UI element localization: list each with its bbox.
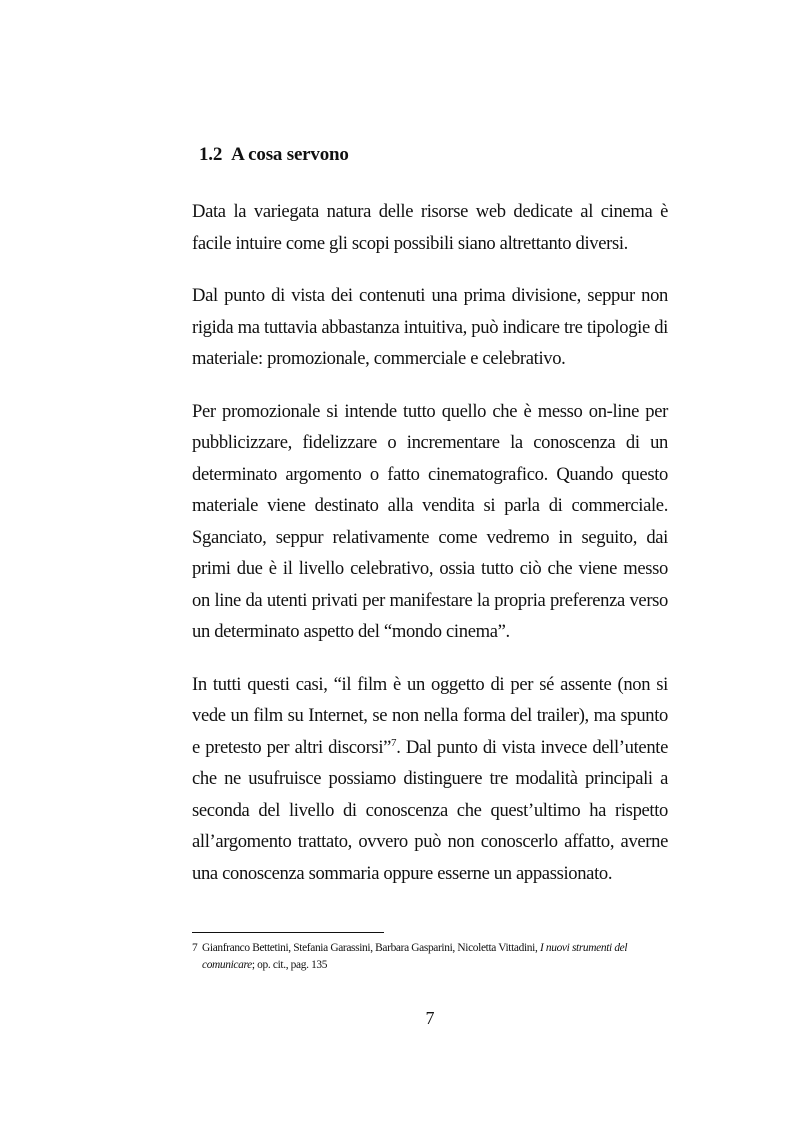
footnote xyxy=(192,940,668,974)
section-number: 1.2 xyxy=(199,144,223,165)
paragraph-material-types: Per promozionale si intende tutto quello che è messo on-line per pubblicizzare, fidelizzare o incrementare la conoscenza di un determinato argomento o fatto cinematografico. Quando questo materiale viene destinato alla vendita si parla di commerciale. Sganciato, seppur relativamente come vedremo in seguito, dai primi due è il livello celebrativo, ossia tutto ciò che viene messo on line da utenti privati per manifestare la propria preferenza verso un determinato aspetto del “mondo cinema”. xyxy=(192,400,668,642)
section-heading xyxy=(199,144,349,166)
footnote-title-end: comunicare xyxy=(202,959,252,971)
footnote-authors: Gianfranco Bettetini, Stefania Garassini, Barbara Gasparini, Nicoletta Vittadini, xyxy=(202,942,540,954)
body-text xyxy=(192,196,668,910)
paragraph-text-continuation: . Dal punto di vista invece dell’utente che ne usufruisce possiamo distinguere tre modalità principali a seconda del livello di conoscenza che quest’ultimo ha rispetto all’argomento trattato, ovvero può non conoscerlo affatto, averne una conoscenza sommaria oppure esserne un appassionato. xyxy=(192,736,668,884)
footnote-divider xyxy=(192,932,384,933)
page-number: 7 xyxy=(425,1008,435,1028)
paragraph-text-quote: In tutti questi casi, “il film è un oggetto di per sé assente (non si vede un film su Internet, se non nella forma del trailer), ma spunto e pretesto per altri discorsi” xyxy=(192,673,668,758)
paragraph-content-division: Dal punto di vista dei contenuti una prima divisione, seppur non rigida ma tuttavia abbastanza intuitiva, può indicare tre tipologie di materiale: promozionale, commerciale e celebrativo. xyxy=(192,285,668,369)
section-title: A cosa servono xyxy=(231,144,349,165)
paragraph-user-perspective xyxy=(192,669,668,890)
footnote-citation: ; op. cit., pag. 135 xyxy=(251,959,328,971)
footnote-reference: 7 xyxy=(391,736,397,749)
footnote-title-start: I nuovi strumenti del xyxy=(539,942,628,954)
footnote-number: 7 xyxy=(192,942,198,954)
paragraph-intro: Data la variegata natura delle risorse web dedicate al cinema è facile intuire come gli scopi possibili siano altrettanto diversi. xyxy=(192,201,668,254)
